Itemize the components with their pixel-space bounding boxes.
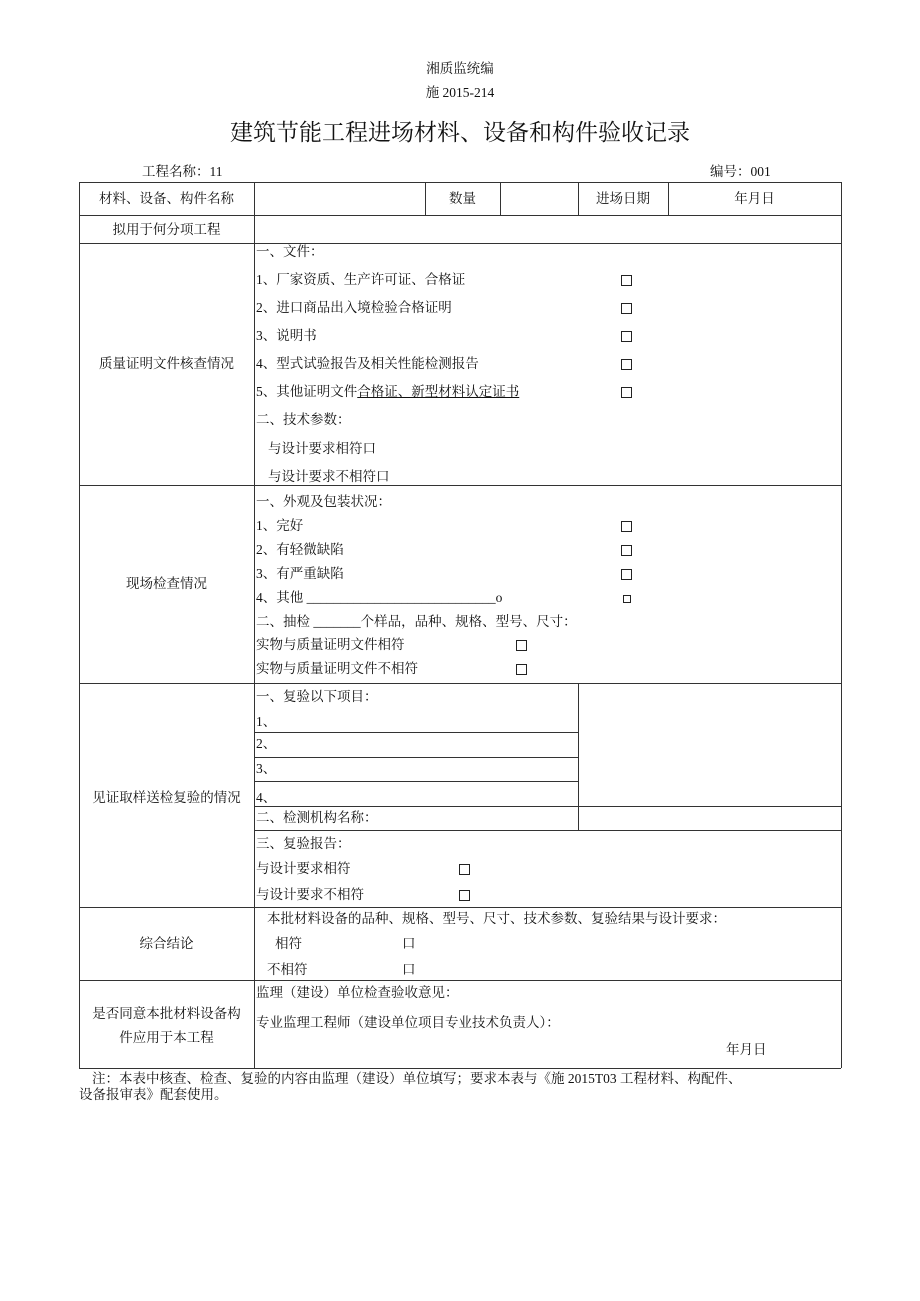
row-divider bbox=[254, 781, 578, 782]
retest-heading: 一、复验以下项目： bbox=[256, 689, 378, 704]
sample-line: 二、抽检 _______个样品，品种、规格、型号、尺寸： bbox=[256, 614, 577, 629]
conclusion-nomatch: 不相符 bbox=[267, 962, 308, 977]
appearance-heading: 一、外观及包装状况： bbox=[256, 494, 391, 509]
engineer-label: 专业监理工程师（建设单位项目专业技术负责人）： bbox=[256, 1015, 560, 1030]
checkbox[interactable] bbox=[516, 640, 527, 651]
report-nomatch: 与设计要求不相符 bbox=[256, 887, 364, 902]
sub-project-field[interactable] bbox=[255, 216, 840, 242]
row-divider bbox=[254, 830, 841, 831]
note-line-2: 设备报审表》配套使用。 bbox=[79, 1087, 228, 1102]
checkbox[interactable] bbox=[459, 890, 470, 901]
entry-date-value[interactable]: 年月日 bbox=[734, 191, 775, 206]
site-item: 2、有轻微缺陷 bbox=[256, 542, 344, 557]
docs-heading: 一、文件： bbox=[256, 244, 324, 259]
quantity-field[interactable] bbox=[501, 183, 577, 214]
conclusion-text: 本批材料设备的品种、规格、型号、尺寸、技术参数、复验结果与设计要求： bbox=[267, 911, 726, 926]
report-heading: 三、复验报告： bbox=[256, 836, 351, 851]
retest-item[interactable]: 1、 bbox=[256, 714, 277, 729]
checkbox[interactable] bbox=[621, 387, 632, 398]
project-name: 工程名称：11 bbox=[142, 164, 223, 179]
checkbox[interactable] bbox=[459, 864, 470, 875]
doc-item: 2、进口商品出入境检验合格证明 bbox=[256, 300, 452, 315]
row-divider bbox=[254, 732, 578, 733]
note-line-1: 注：本表中核查、检查、复验的内容由监理（建设）单位填写；要求本表与《施 2015T03 工程材料、构配件、 bbox=[92, 1071, 742, 1086]
row-divider bbox=[254, 806, 841, 807]
site-item: 4、其他 bbox=[256, 590, 304, 605]
checkbox[interactable] bbox=[621, 521, 632, 532]
checkbox[interactable] bbox=[621, 303, 632, 314]
column-divider bbox=[578, 683, 579, 830]
approval-label-2: 件应用于本工程 bbox=[119, 1030, 214, 1045]
tech-match[interactable]: 与设计要求相符口 bbox=[268, 441, 376, 456]
checkbox[interactable] bbox=[516, 664, 527, 675]
row-divider bbox=[79, 243, 841, 244]
entry-date-label: 进场日期 bbox=[596, 191, 650, 206]
conclusion-match: 相符 bbox=[275, 936, 302, 951]
report-match: 与设计要求相符 bbox=[256, 861, 351, 876]
table-border bbox=[841, 182, 842, 1068]
page-title: 建筑节能工程进场材料、设备和构件验收记录 bbox=[230, 120, 690, 146]
conclusion-label: 综合结论 bbox=[139, 936, 194, 951]
agency-label: 二、检测机构名称： bbox=[256, 810, 378, 825]
approval-label-1: 是否同意本批材料设备构 bbox=[92, 1006, 241, 1021]
site-check-label: 现场检查情况 bbox=[126, 576, 207, 591]
doc-item-underlined: 合格证、新型材料认定证书 bbox=[357, 384, 520, 399]
row-divider bbox=[79, 485, 841, 486]
material-name-label: 材料、设备、构件名称 bbox=[99, 191, 234, 206]
row-divider bbox=[254, 757, 578, 758]
site-item: 3、有严重缺陷 bbox=[256, 566, 344, 581]
retest-label: 见证取样送检复验的情况 bbox=[92, 790, 241, 805]
checkbox[interactable] bbox=[621, 275, 632, 286]
checkbox[interactable] bbox=[621, 545, 632, 556]
row-divider bbox=[79, 907, 841, 908]
sub-project-label: 拟用于何分项工程 bbox=[112, 222, 221, 237]
opinion-label: 监理（建设）单位检查验收意见： bbox=[256, 985, 459, 1000]
doc-item: 3、说明书 bbox=[256, 328, 317, 343]
form-number: 编号：001 bbox=[710, 164, 771, 179]
form-code: 施 2015-214 bbox=[425, 85, 495, 100]
quality-docs-label: 质量证明文件核查情况 bbox=[99, 356, 234, 371]
other-blank[interactable]: ____________________________o bbox=[306, 590, 503, 605]
checkbox[interactable] bbox=[621, 359, 632, 370]
quantity-label: 数量 bbox=[449, 191, 476, 206]
checkbox[interactable] bbox=[621, 569, 632, 580]
nomatch-label: 实物与质量证明文件不相符 bbox=[256, 661, 418, 676]
doc-item: 1、厂家资质、生产许可证、合格证 bbox=[256, 272, 466, 287]
retest-item[interactable]: 3、 bbox=[256, 761, 277, 776]
row-divider bbox=[79, 980, 841, 981]
approval-date[interactable]: 年月日 bbox=[726, 1042, 767, 1057]
table-border bbox=[79, 1068, 841, 1069]
retest-item[interactable]: 4、 bbox=[256, 790, 277, 805]
checkbox[interactable] bbox=[621, 331, 632, 342]
tech-nomatch[interactable]: 与设计要求不相符口 bbox=[268, 469, 390, 484]
site-item: 1、完好 bbox=[256, 518, 304, 533]
column-divider bbox=[254, 182, 255, 1068]
conclusion-nomatch-box[interactable]: 口 bbox=[402, 962, 416, 977]
match-label: 实物与质量证明文件相符 bbox=[256, 637, 405, 652]
org-label: 湘质监统编 bbox=[426, 61, 494, 76]
doc-item: 5、其他证明文件 bbox=[256, 384, 358, 399]
tech-heading: 二、技术参数： bbox=[256, 412, 351, 427]
doc-item: 4、型式试验报告及相关性能检测报告 bbox=[256, 356, 479, 371]
checkbox[interactable] bbox=[623, 595, 631, 603]
row-divider bbox=[79, 683, 841, 684]
conclusion-match-box[interactable]: 口 bbox=[402, 936, 416, 951]
table-border bbox=[79, 182, 841, 183]
material-name-field[interactable] bbox=[255, 183, 424, 214]
retest-item[interactable]: 2、 bbox=[256, 736, 277, 751]
